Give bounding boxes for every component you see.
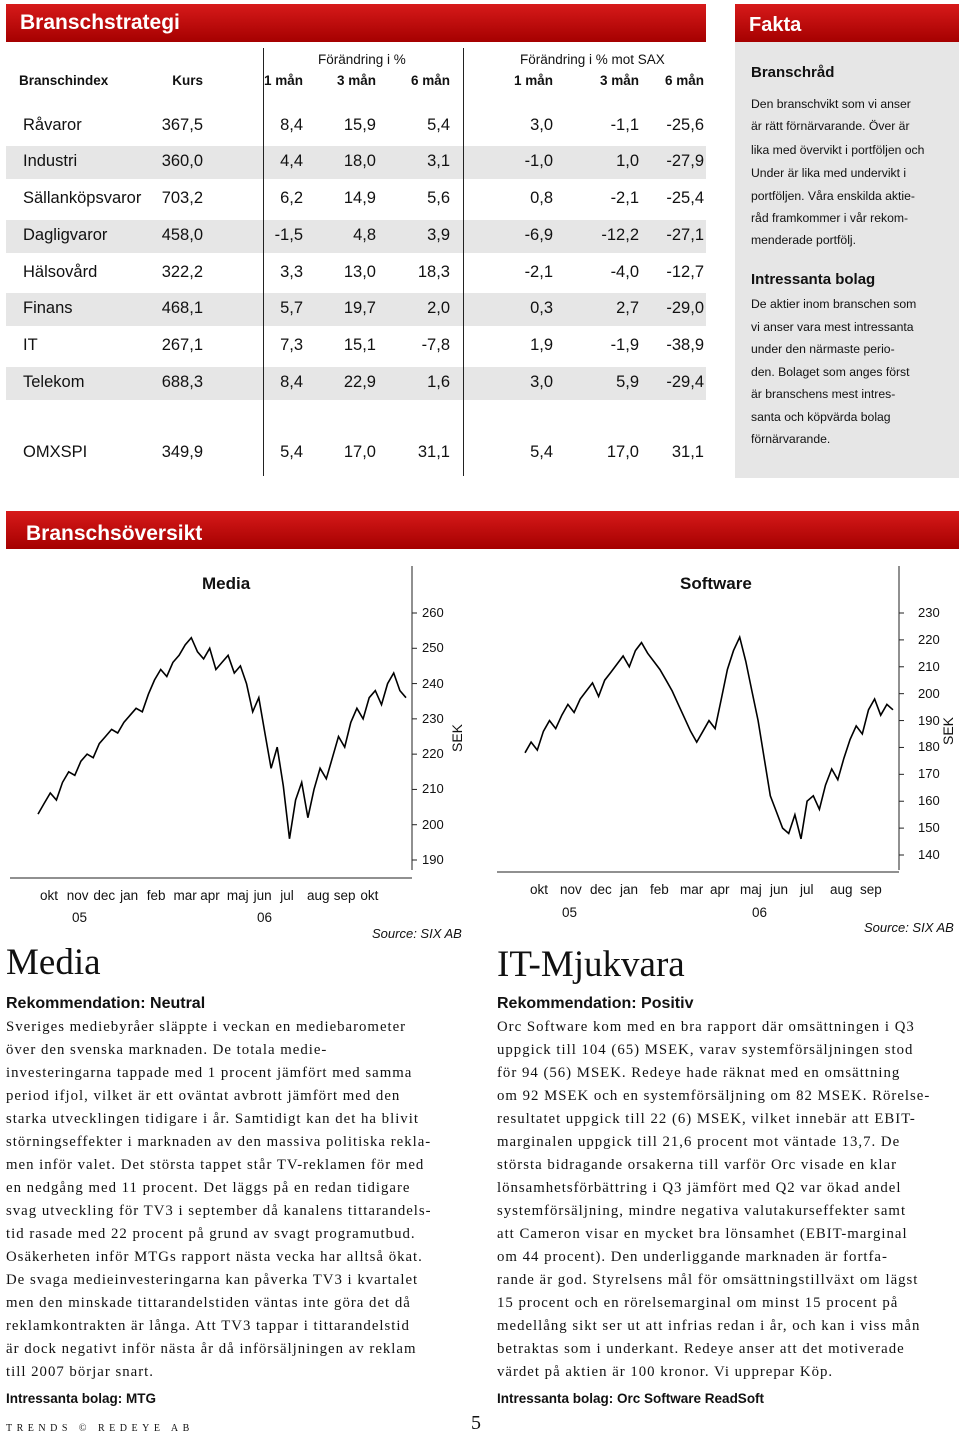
column-header: 1 mån xyxy=(513,73,553,88)
year-label: 06 xyxy=(752,905,768,920)
body-line: rande är god. Styrelsens mål för omsättningstillväxt om lägst xyxy=(497,1272,919,1288)
table-cell: -1,9 xyxy=(610,336,639,354)
body-line: är dock negativt inför nästa år då införsäljningen av reklam xyxy=(6,1341,417,1357)
media-heading: Media xyxy=(6,942,101,983)
x-tick-label: okt xyxy=(40,888,59,903)
column-header: Branschindex xyxy=(19,73,109,88)
row-label: Sällanköpsvaror xyxy=(23,189,142,207)
price-series-line xyxy=(525,637,893,839)
table-cell: 31,1 xyxy=(671,443,704,461)
y-tick-label: 230 xyxy=(422,710,444,726)
group-header-change: Förändring i % xyxy=(318,52,406,67)
table-cell: 8,4 xyxy=(280,373,303,391)
x-tick-label: dec xyxy=(93,888,116,903)
x-tick-label: sep xyxy=(860,882,882,897)
table-cell: -27,9 xyxy=(666,152,704,170)
branschstrategi-header: Branschstrategi xyxy=(6,4,706,42)
x-tick-label: mar xyxy=(680,882,704,897)
intressanta-text: De aktier inom branschen som xyxy=(751,297,917,311)
body-line: Osäkerheten inför MTGs rapport nästa vecka har alltså ökat. xyxy=(6,1249,423,1265)
chart-title-software: Software xyxy=(680,574,752,593)
table-row xyxy=(6,367,706,400)
table-row xyxy=(6,146,706,179)
table-cell: -29,4 xyxy=(666,373,704,391)
chart-title-media: Media xyxy=(202,574,251,593)
y-tick-label: 200 xyxy=(422,816,444,832)
body-line: men den minskade tittarandelstiden väntas inte göra det då xyxy=(6,1295,411,1311)
y-tick-label: 250 xyxy=(422,640,444,656)
table-cell: 322,2 xyxy=(161,263,203,281)
table-cell: 4,8 xyxy=(353,226,376,244)
table-cell: -12,2 xyxy=(601,226,639,244)
y-axis-label: SEK xyxy=(940,716,956,745)
y-tick-label: 240 xyxy=(422,675,444,691)
fakta-header: Fakta xyxy=(735,4,959,42)
x-tick-label: feb xyxy=(650,882,669,897)
table-cell: 1,0 xyxy=(616,152,639,170)
column-header: 3 mån xyxy=(336,73,376,88)
branschrad-text: menderade portfölj. xyxy=(751,233,857,247)
body-line: 15 procent och en rörelsemarginal om minst 15 procent på xyxy=(497,1295,899,1311)
table-cell: 3,0 xyxy=(530,116,553,134)
x-tick-label: nov xyxy=(66,888,89,903)
body-line: om 92 MSEK och en systemförsäljning om 82 MSEK. Rörelse- xyxy=(497,1088,931,1104)
y-tick-label: 160 xyxy=(918,793,940,809)
table-cell: 3,9 xyxy=(427,226,450,244)
body-line: period ifjol, vilket är ett oväntat avbrott jämfört med den xyxy=(6,1088,401,1104)
table-cell: 1,9 xyxy=(530,336,553,354)
column-divider xyxy=(263,48,264,476)
x-tick-label: sep xyxy=(333,888,356,903)
table-row xyxy=(6,330,706,363)
column-header: 6 mån xyxy=(664,73,704,88)
branschrad-text: Under är lika med undervikt i xyxy=(751,166,907,180)
y-tick-label: 220 xyxy=(422,746,444,762)
y-tick-label: 220 xyxy=(918,631,940,647)
intressanta-text: är branschens mest intres- xyxy=(751,387,896,401)
intressanta-text: vi anser vara mest intressanta xyxy=(751,320,914,334)
body-line: systemförsäljning, mindre negativa valutakurseffekter samt xyxy=(497,1203,907,1219)
y-tick-label: 140 xyxy=(918,847,940,862)
software-chart xyxy=(497,566,904,872)
intressanta-text: förnärvarande. xyxy=(751,432,831,446)
it-recommendation: Rekommendation: Positiv xyxy=(497,995,694,1012)
table-cell: 3,3 xyxy=(280,263,303,281)
media-recommendation: Rekommendation: Neutral xyxy=(6,995,206,1012)
branschrad-text: råd framkommer i vår rekom- xyxy=(751,211,909,225)
branschrad-text: är rätt förnärvarande. Över är xyxy=(751,119,910,133)
y-tick-label: 210 xyxy=(422,781,444,797)
table-cell: -4,0 xyxy=(610,263,639,281)
x-tick-label: jan xyxy=(620,882,639,897)
y-axis-label: SEK xyxy=(449,723,465,752)
row-label: Råvaror xyxy=(23,116,82,134)
body-line: störningseffekter i marknaden av den massiva politiska rekla- xyxy=(6,1134,432,1150)
y-tick-label: 190 xyxy=(918,712,940,728)
body-line: medellång sikt ser ut att infrias redan i år, och kan i viss mån xyxy=(497,1318,921,1334)
table-cell: -2,1 xyxy=(610,189,639,207)
row-label: Finans xyxy=(23,299,73,317)
body-line: att Cameron visar en mycket bra lönsamhet (EBIT-marginal xyxy=(497,1226,908,1242)
table-cell: 17,0 xyxy=(606,443,639,461)
table-row xyxy=(6,437,706,470)
branschoversikt-header: Branschsöversikt xyxy=(6,511,959,549)
body-line: största bidragande orsakerna till varför Orc visade en klar xyxy=(497,1157,898,1173)
x-tick-label: feb xyxy=(146,888,166,903)
table-row xyxy=(6,220,706,253)
y-tick-label: 200 xyxy=(918,685,940,701)
y-tick-label: 190 xyxy=(422,852,444,867)
branschrad-text: portföljen. Våra enskilda aktie- xyxy=(751,189,915,203)
media-intressanta-bolag: Intressanta bolag: MTG xyxy=(6,1391,157,1406)
row-label: Hälsovård xyxy=(23,263,98,281)
table-cell: -25,6 xyxy=(666,116,704,134)
table-cell: -12,7 xyxy=(666,263,704,281)
table-cell: -1,0 xyxy=(524,152,553,170)
body-line: marginalen uppgick till 21,6 procent mot väntade 13,7. De xyxy=(497,1134,901,1150)
page-number: 5 xyxy=(471,1412,481,1434)
table-cell: 17,0 xyxy=(343,443,376,461)
table-row xyxy=(6,293,706,326)
table-row xyxy=(6,110,706,143)
x-tick-label: maj xyxy=(226,888,249,903)
body-line: investeringarna tappade med 1 procent jämfört med samma xyxy=(6,1065,413,1081)
body-line: uppgick till 104 (65) MSEK, varav systemförsäljningen stod xyxy=(497,1042,914,1058)
body-line: De svaga medieinvesteringarna kan påverka TV3 i kvartalet xyxy=(6,1272,419,1288)
row-label: IT xyxy=(23,336,38,354)
table-cell: 18,0 xyxy=(343,152,376,170)
branschrad-text: Den branschvikt som vi anser xyxy=(751,97,911,111)
body-line: för 94 (56) MSEK. Redeye hade räknat med en omsättning xyxy=(497,1065,901,1081)
group-header-change-sax: Förändring i % mot SAX xyxy=(520,52,665,67)
table-cell: -2,1 xyxy=(524,263,553,281)
branschrad-text: lika med övervikt i portföljen och xyxy=(751,143,925,157)
table-cell: -25,4 xyxy=(666,189,704,207)
intressanta-text: under den närmaste perio- xyxy=(751,342,895,356)
table-cell: -7,8 xyxy=(421,336,450,354)
table-cell: -1,5 xyxy=(274,226,303,244)
table-cell: 5,6 xyxy=(427,189,450,207)
table-cell: 688,3 xyxy=(161,373,203,391)
body-line: reklamkontrakten är långa. Att TV3 tappar i tittarandelstid xyxy=(6,1318,410,1334)
x-tick-label: jul xyxy=(280,888,294,903)
table-cell: 22,9 xyxy=(343,373,376,391)
table-row xyxy=(6,257,706,290)
year-label: 06 xyxy=(257,910,273,925)
table-cell: 5,4 xyxy=(280,443,303,461)
x-tick-label: aug xyxy=(307,888,330,903)
x-tick-label: nov xyxy=(560,882,582,897)
table-cell: 3,1 xyxy=(427,152,450,170)
table-cell: -6,9 xyxy=(524,226,553,244)
table-cell: 19,7 xyxy=(343,299,376,317)
media-chart xyxy=(10,566,417,878)
x-tick-label: okt xyxy=(360,888,379,903)
body-line: Orc Software kom med en bra rapport där omsättningen i Q3 xyxy=(497,1019,915,1035)
table-cell: 4,4 xyxy=(280,152,303,170)
body-line: men inför valet. Det största tappet står TV-reklamen för med xyxy=(6,1157,425,1173)
body-line: betraktas som i underkant. Redeye anser att det motiverade xyxy=(497,1341,905,1357)
branschrad-title: Branschråd xyxy=(751,64,835,81)
chart-source: Source: SIX AB xyxy=(864,920,954,935)
table-cell: 349,9 xyxy=(161,443,203,461)
table-cell: 458,0 xyxy=(161,226,203,244)
table-cell: 5,4 xyxy=(530,443,553,461)
table-cell: 8,4 xyxy=(280,116,303,134)
body-line: värdet på aktien är 100 kronor. Vi upprepar Köp. xyxy=(497,1364,834,1380)
table-cell: 0,8 xyxy=(530,189,553,207)
it-intressanta-bolag: Intressanta bolag: Orc Software ReadSoft xyxy=(497,1391,765,1406)
row-label: OMXSPI xyxy=(23,443,88,461)
table-cell: 468,1 xyxy=(161,299,203,317)
y-tick-label: 150 xyxy=(918,820,940,836)
body-line: över den svenska marknaden. De totala medie- xyxy=(6,1042,328,1058)
body-line: starka utvecklingen tidigare i år. Samtidigt kan det ha blivit xyxy=(6,1111,419,1127)
table-cell: 5,4 xyxy=(427,116,450,134)
year-label: 05 xyxy=(72,910,88,925)
row-label: Dagligvaror xyxy=(23,226,108,244)
x-tick-label: jan xyxy=(120,888,139,903)
table-cell: 18,3 xyxy=(417,263,450,281)
table-cell: -27,1 xyxy=(666,226,704,244)
body-line: en nedgång med 11 procent. Det läggs på en redan tidigare xyxy=(6,1180,411,1196)
y-tick-label: 260 xyxy=(422,605,444,620)
table-cell: 7,3 xyxy=(280,336,303,354)
row-label: Telekom xyxy=(23,373,85,391)
table-cell: 367,5 xyxy=(161,116,203,134)
x-tick-label: okt xyxy=(530,882,549,897)
table-cell: 2,0 xyxy=(427,299,450,317)
table-cell: 703,2 xyxy=(161,189,203,207)
body-line: om 44 procent). Den underliggande marknaden är fortfa- xyxy=(497,1249,888,1265)
chart-source: Source: SIX AB xyxy=(372,926,462,941)
column-header: 1 mån xyxy=(263,73,303,88)
table-cell: -29,0 xyxy=(666,299,704,317)
x-tick-label: jun xyxy=(253,888,272,903)
charts-svg xyxy=(0,560,960,950)
table-cell: 15,9 xyxy=(343,116,376,134)
table-cell: 13,0 xyxy=(343,263,376,281)
table-cell: 267,1 xyxy=(161,336,203,354)
y-tick-label: 210 xyxy=(918,658,940,674)
column-header: Kurs xyxy=(172,73,203,88)
x-tick-label: aug xyxy=(830,882,853,897)
table-cell: -38,9 xyxy=(666,336,704,354)
it-heading: IT-Mjukvara xyxy=(497,944,685,985)
price-series-line xyxy=(38,638,406,839)
fakta-box xyxy=(735,42,959,478)
x-tick-label: apr xyxy=(200,888,220,903)
table-cell: 1,6 xyxy=(427,373,450,391)
column-header: 6 mån xyxy=(410,73,450,88)
table-row xyxy=(6,183,706,216)
y-tick-label: 170 xyxy=(918,766,940,782)
x-tick-label: jul xyxy=(800,882,814,897)
y-tick-label: 180 xyxy=(918,739,940,755)
table-cell: 3,0 xyxy=(530,373,553,391)
table-cell: 15,1 xyxy=(343,336,376,354)
table-cell: 31,1 xyxy=(417,443,450,461)
body-line: tid rasade med 22 procent på grund av svagt programutbud. xyxy=(6,1226,416,1242)
intressanta-text: den. Bolaget som anges först xyxy=(751,365,910,379)
body-line: lönsamhetsförbättring i Q3 jämfört med Q2 var ökad andel xyxy=(497,1180,902,1196)
table-cell: 14,9 xyxy=(343,189,376,207)
table-cell: -1,1 xyxy=(610,116,639,134)
x-tick-label: mar xyxy=(173,888,197,903)
table-cell: 5,9 xyxy=(616,373,639,391)
body-line: Sveriges mediebyråer släppte i veckan en mediebarometer xyxy=(6,1019,407,1035)
x-tick-label: jun xyxy=(770,882,789,897)
y-tick-label: 230 xyxy=(918,605,940,620)
intressanta-bolag-title: Intressanta bolag xyxy=(751,271,876,288)
body-line: till 2007 börjar snart. xyxy=(6,1364,154,1380)
intressanta-text: santa och köpvärda bolag xyxy=(751,410,891,424)
body-line: svag utveckling för TV3 i september då kanalens tittarandels- xyxy=(6,1203,432,1219)
x-tick-label: dec xyxy=(590,882,612,897)
table-cell: 6,2 xyxy=(280,189,303,207)
row-label: Industri xyxy=(23,152,78,170)
x-tick-label: apr xyxy=(710,882,730,897)
footer-brand: TRENDS © REDEYE AB xyxy=(6,1423,194,1434)
table-cell: 5,7 xyxy=(280,299,303,317)
table-cell: 0,3 xyxy=(530,299,553,317)
column-divider xyxy=(463,48,464,476)
table-cell: 2,7 xyxy=(616,299,639,317)
column-header: 3 mån xyxy=(599,73,639,88)
body-line: resultatet uppgick till 22 (6) MSEK, vilket innebär att EBIT- xyxy=(497,1111,916,1127)
year-label: 05 xyxy=(562,905,578,920)
table-cell: 360,0 xyxy=(161,152,203,170)
x-tick-label: maj xyxy=(740,882,762,897)
